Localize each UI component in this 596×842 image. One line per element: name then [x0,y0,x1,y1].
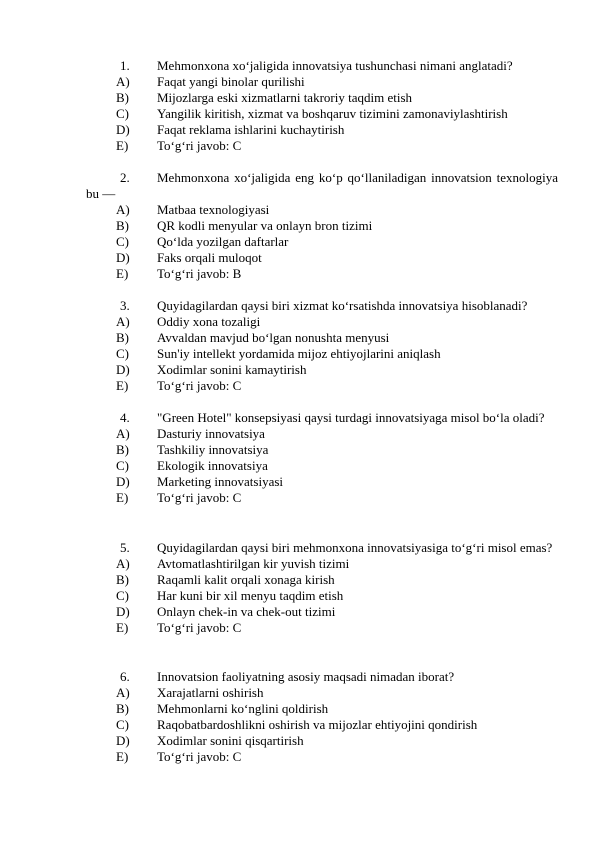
correct-answer: To‘g‘ri javob: C [157,749,242,764]
option-text: Avtomatlashtirilgan kir yuvish tizimi [157,556,350,571]
option-text: Yangilik kiritish, xizmat va boshqaruv tizimini zamonaviylashtirish [157,106,508,121]
answer-line [86,490,558,506]
question-text: Mehmonxona xo‘jaligida innovatsiya tushunchasi nimani anglatadi? [157,58,513,73]
option-letter: E) [116,749,129,764]
option-letter: B) [116,330,129,345]
option-letter: D) [116,733,130,748]
option-text: Raqamli kalit orqali xonaga kirish [157,572,335,587]
option-text: Xarajatlarni oshirish [157,685,264,700]
option-a [86,685,558,701]
option-letter: A) [116,202,130,217]
option-text: Mehmonlarni ko‘nglini qoldirish [157,701,329,716]
option-text: Raqobatbardoshlikni oshirish va mijozlar ehtiyojini qondirish [157,717,478,732]
question-number: 3. [120,298,130,313]
option-letter: D) [116,604,130,619]
question-number: 5. [120,540,130,555]
option-d [86,733,558,749]
question-text: Quyidagilardan qaysi biri mehmonxona innovatsiyasiga to‘g‘ri misol emas? [157,540,553,555]
correct-answer: To‘g‘ri javob: B [157,266,242,281]
question-text: Innovatsion faoliyatning asosiy maqsadi nimadan iborat? [157,669,455,684]
option-text: Mijozlarga eski xizmatlarni takroriy taqdim etish [157,90,412,105]
option-b [86,572,558,588]
option-b [86,218,558,234]
option-text: Faqat yangi binolar qurilishi [157,74,305,89]
option-text: Oddiy xona tozaligi [157,314,261,329]
question-5 [86,540,558,636]
option-letter: C) [116,588,129,603]
question-text: Quyidagilardan qaysi biri xizmat ko‘rsatishda innovatsiya hisoblanadi? [157,298,528,313]
option-text: Marketing innovatsiyasi [157,474,284,489]
option-letter: A) [116,556,130,571]
option-letter: B) [116,442,129,457]
option-d [86,362,558,378]
option-letter: D) [116,474,130,489]
option-c [86,588,558,604]
option-a [86,314,558,330]
option-a [86,426,558,442]
option-letter: A) [116,426,130,441]
answer-line [86,620,558,636]
option-text: Dasturiy innovatsiya [157,426,265,441]
option-text: Tashkiliy innovatsiya [157,442,269,457]
option-letter: C) [116,717,129,732]
option-a [86,74,558,90]
answer-line [86,266,558,282]
option-d [86,122,558,138]
option-letter: B) [116,572,129,587]
option-c [86,717,558,733]
option-letter: A) [116,685,130,700]
question-3 [86,298,558,394]
option-text: Qo‘lda yozilgan daftarlar [157,234,289,249]
correct-answer: To‘g‘ri javob: C [157,378,242,393]
option-letter: B) [116,218,129,233]
option-text: Onlayn chek-in va chek-out tizimi [157,604,336,619]
option-letter: E) [116,620,129,635]
option-letter: E) [116,490,129,505]
option-text: Xodimlar sonini qisqartirish [157,733,304,748]
question-number: 4. [120,410,130,425]
answer-line [86,378,558,394]
option-a [86,202,558,218]
option-d [86,474,558,490]
question-text: "Green Hotel" konsepsiyasi qaysi turdagi innovatsiyaga misol bo‘la oladi? [157,410,545,425]
option-text: Har kuni bir xil menyu taqdim etish [157,588,344,603]
question-4 [86,410,558,506]
option-d [86,250,558,266]
option-text: Avvaldan mavjud bo‘lgan nonushta menyusi [157,330,390,345]
option-text: Faqat reklama ishlarini kuchaytirish [157,122,345,137]
question-number: 6. [120,669,130,684]
question-number: 2. [120,170,130,185]
option-c [86,234,558,250]
option-letter: C) [116,458,129,473]
question-2 [86,170,558,282]
option-letter: D) [116,362,130,377]
option-letter: D) [116,122,130,137]
option-a [86,556,558,572]
option-text: Xodimlar sonini kamaytirish [157,362,307,377]
option-letter: B) [116,90,129,105]
option-letter: C) [116,346,129,361]
question-6 [86,669,558,765]
option-text: QR kodli menyular va onlayn bron tizimi [157,218,373,233]
option-letter: E) [116,266,129,281]
option-b [86,442,558,458]
option-d [86,604,558,620]
option-c [86,106,558,122]
option-text: Faks orqali muloqot [157,250,262,265]
correct-answer: To‘g‘ri javob: C [157,490,242,505]
option-c [86,346,558,362]
question-1 [86,58,558,154]
question-number: 1. [120,58,130,73]
option-b [86,90,558,106]
question-text: Mehmonxona xo‘jaligida eng ko‘p qo‘llaniladigan innovatsion texnologiya bu — [86,170,558,201]
option-letter: E) [116,138,129,153]
option-letter: E) [116,378,129,393]
option-letter: C) [116,234,129,249]
option-letter: A) [116,74,130,89]
option-text: Ekologik innovatsiya [157,458,268,473]
correct-answer: To‘g‘ri javob: C [157,620,242,635]
option-text: Sun'iy intellekt yordamida mijoz ehtiyojlarini aniqlash [157,346,441,361]
answer-line [86,138,558,154]
option-b [86,330,558,346]
option-letter: C) [116,106,129,121]
option-letter: A) [116,314,130,329]
option-b [86,701,558,717]
option-letter: B) [116,701,129,716]
option-c [86,458,558,474]
option-letter: D) [116,250,130,265]
answer-line [86,749,558,765]
option-text: Matbaa texnologiyasi [157,202,270,217]
correct-answer: To‘g‘ri javob: C [157,138,242,153]
